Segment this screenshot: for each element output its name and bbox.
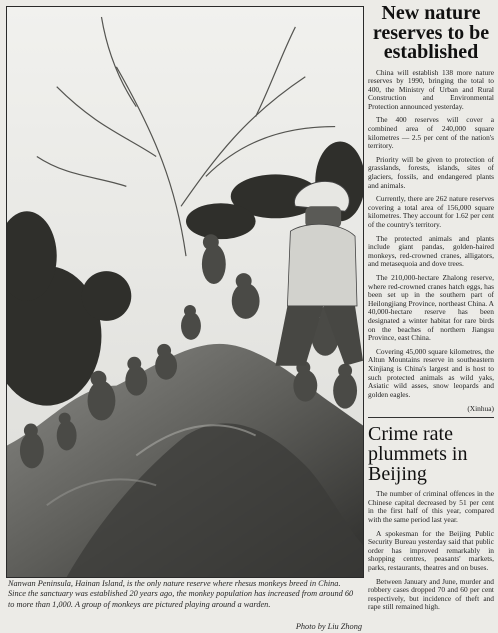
article-divider <box>368 417 494 418</box>
article-source: (Xinhua) <box>467 404 494 414</box>
article-paragraph: The number of criminal offences in the Chinese capital decreased by 51 per cent in the first half of this year, compared with the same period last year. <box>368 489 494 525</box>
article-paragraph: Between January and June, murder and robbery cases dropped 70 and 60 per cent respectively, but incidence of theft and rape still remained high. <box>368 576 494 612</box>
article-paragraph: Covering 45,000 square kilometres, the Altun Mountains reserve in southeastern Xinjiang is China's largest and is host to such protected animals as wild yaks, Asiatic wild asses, snow leopards and golden eagles. <box>368 346 494 399</box>
article-paragraph: The protected animals and plants include giant pandas, golden-haired monkeys, red-crowned cranes, alligators, and metasequoia and dove trees. <box>368 233 494 269</box>
monkey-photo <box>6 6 364 578</box>
article-paragraph: The 210,000-hectare Zhalong reserve, where red-crowned cranes hatch eggs, has been set up in the southern part of Heilongjiang Province, northeast China. A 40,000-hectare reserve has been designated a winter habitat for rare birds on the beaches of northern Jiangsu Province, east China. <box>368 272 494 343</box>
right-column <box>368 4 494 617</box>
article-paragraph: The 400 reserves will cover a combined area of 240,000 square kilometres — 2.5 per cent of the nation's territory. <box>368 115 494 151</box>
headline-crime-rate: Crime rate plummets in Beijing <box>368 423 468 486</box>
article-paragraph: China will establish 138 more nature reserves by 1990, bringing the total to 400, the Ministry of Urban and Rural Construction and Environmental Protection announced yesterday. <box>368 67 494 111</box>
photo-credit: Photo by Liu Zhong <box>295 622 362 631</box>
headline-nature-reserves: New nature reserves to be established <box>372 2 490 63</box>
article-paragraph: A spokesman for the Beijing Public Security Bureau yesterday said that public order has improved remarkably in shopping centres, peasants' markets, parks, restaurants, theatres and on buses. <box>368 528 494 573</box>
article-nature-reserves <box>368 69 494 414</box>
photo-illustration <box>7 7 363 577</box>
article-crime-rate <box>368 490 494 612</box>
article-paragraph: Currently, there are 262 nature reserves covering a total area of 156,000 square kilometres. They account for 1.62 per cent of the country's territory. <box>368 194 494 229</box>
photo-caption: Nanwan Peninsula, Hainan Island, is the only nature reserve where rhesus monkeys breed in China. Since the sanctuary was established 20 years ago, the monkey population has increased from around 60 to more than 1,000. A group of monkeys are pictured playing around a warden. <box>8 579 354 609</box>
article-paragraph: Priority will be given to protection of grasslands, forests, islands, sites of glaciers, fossils, and endangered plants and animals. <box>368 154 494 190</box>
